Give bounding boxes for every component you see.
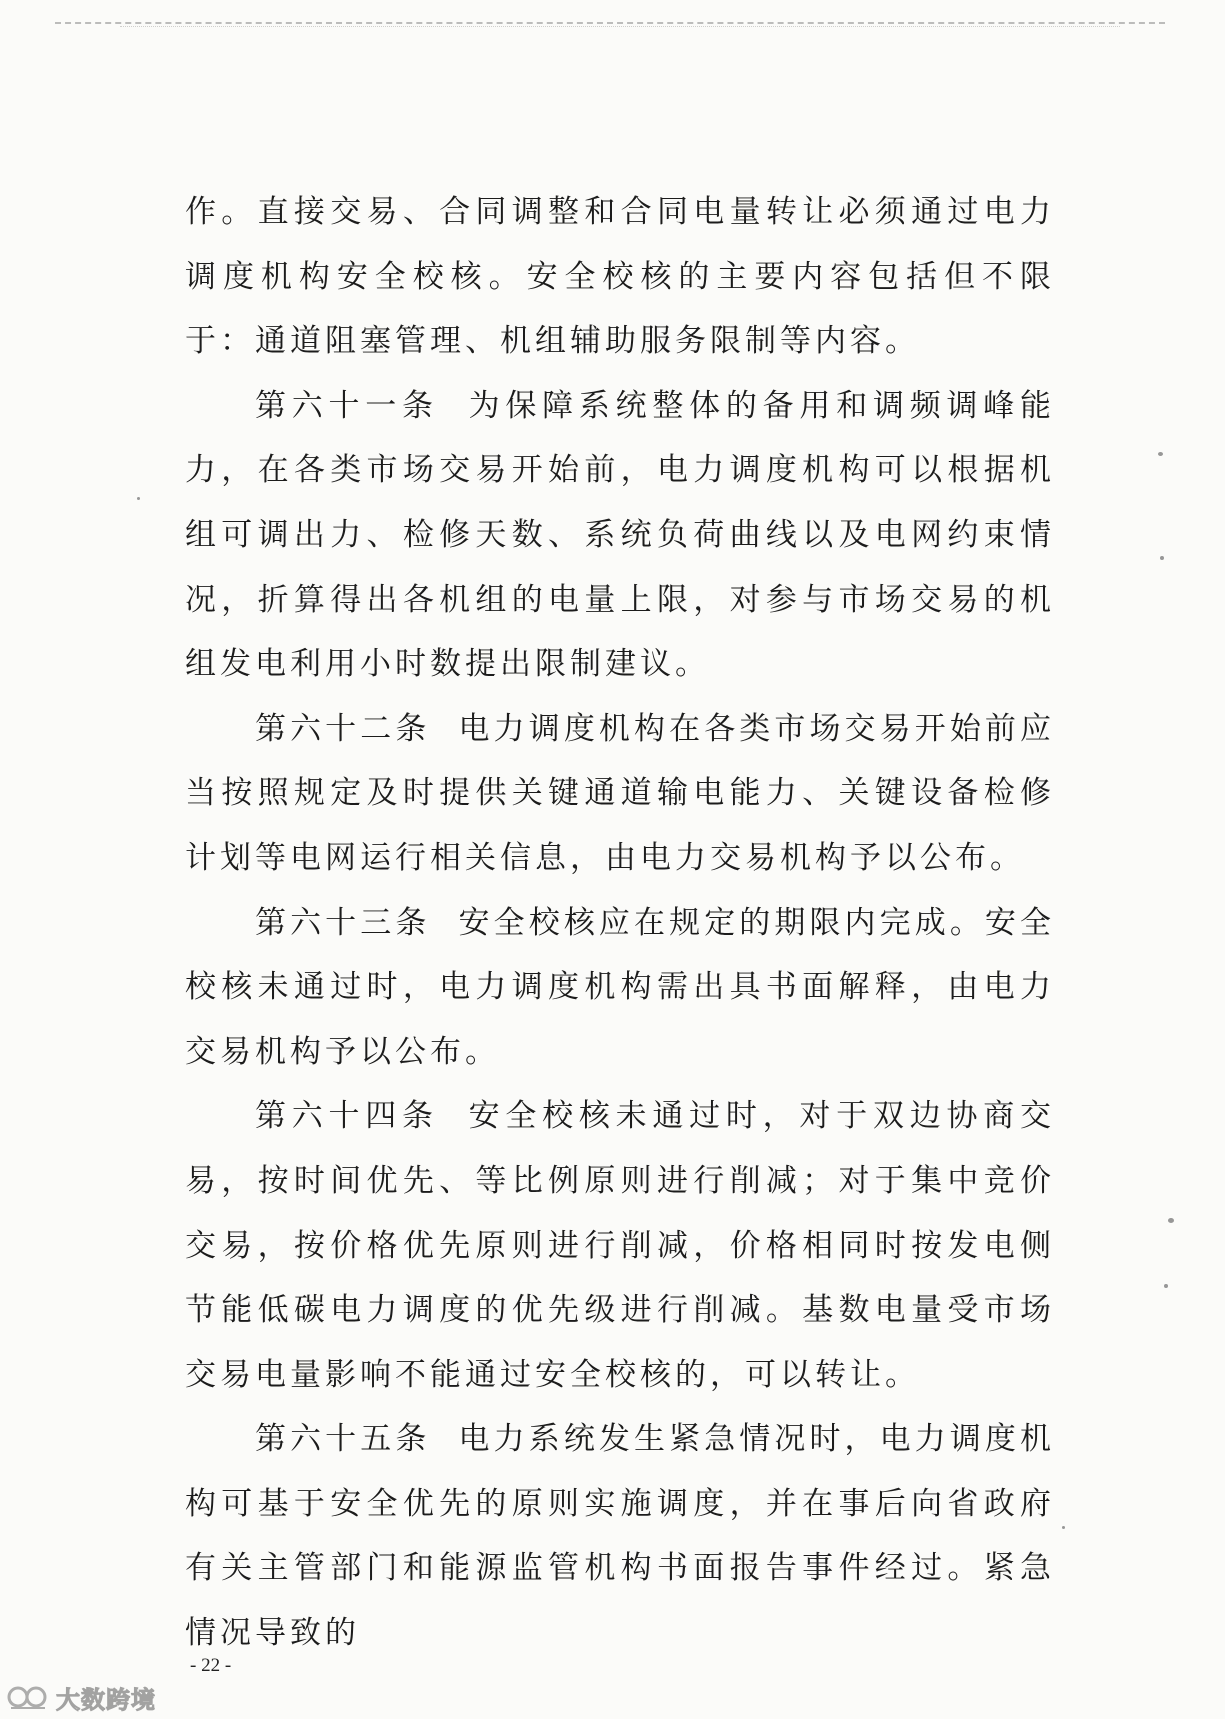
scan-speck: [1158, 452, 1163, 456]
scan-speck: [1164, 1284, 1168, 1288]
article-heading: 第六十二条: [255, 710, 431, 747]
paragraph-text: 电力调度机构在各类市场交易开始前应当按照规定及时提供关键通道输电能力、关键设备检修计划等电网运行相关信息，由电力交易机构予以公布。: [185, 710, 1056, 876]
article-heading: 第六十四条: [255, 1098, 439, 1135]
scan-speck: [1168, 1218, 1174, 1223]
paragraph-article-62: [185, 697, 1055, 891]
paragraph-text: 为保障系统整体的备用和调频调峰能力，在各类市场交易开始前，电力调度机构可以根据机组可调出力、检修天数、系统负荷曲线以及电网约束情况，折算得出各机组的电量上限，对参与市场交易的机组发电利用小时数提出限制建议。: [185, 387, 1056, 683]
paragraph-text: 安全校核未通过时，对于双边协商交易，按时间优先、等比例原则进行削减；对于集中竞价交易，按价格优先原则进行削减，价格相同时按发电侧节能低碳电力调度的优先级进行削减。基数电量受市场交易电量影响不能通过安全校核的，可以转让。: [185, 1098, 1056, 1393]
article-heading: 第六十一条: [255, 387, 439, 424]
paragraph-article-65: [185, 1407, 1055, 1665]
paragraph-article-63: [185, 891, 1055, 1085]
watermark-logo-icon: [6, 1682, 50, 1712]
scan-speck: [1062, 1526, 1065, 1529]
paragraph-text: 电力系统发生紧急情况时，电力调度机构可基于安全优先的原则实施调度，并在事后向省政府有关主管部门和能源监管机构书面报告事件经过。紧急情况导致的: [185, 1421, 1056, 1652]
paragraph-article-64: [185, 1084, 1055, 1407]
watermark-text: 大数跨境: [56, 1685, 156, 1714]
top-scan-line: [55, 22, 1165, 24]
paragraph-text: 安全校核应在规定的期限内完成。安全校核未通过时，电力调度机构需出具书面解释，由电力交易机构予以公布。: [185, 904, 1056, 1070]
paragraph-article-61: [185, 374, 1055, 697]
paragraph-text: 作。直接交易、合同调整和合同电量转让必须通过电力调度机构安全校核。安全校核的主要内容包括但不限于：通道阻塞管理、机组辅助服务限制等内容。: [185, 194, 1055, 360]
document-body: [185, 180, 1055, 1666]
scan-speck: [137, 497, 140, 500]
watermark: [6, 1680, 156, 1714]
article-heading: 第六十五条: [255, 1421, 431, 1458]
paragraph-continuation: [185, 180, 1055, 374]
top-scan-line-secondary: [120, 26, 1120, 27]
scan-speck: [1160, 556, 1164, 560]
article-heading: 第六十三条: [255, 904, 431, 941]
page-number: - 22 -: [190, 1655, 232, 1676]
